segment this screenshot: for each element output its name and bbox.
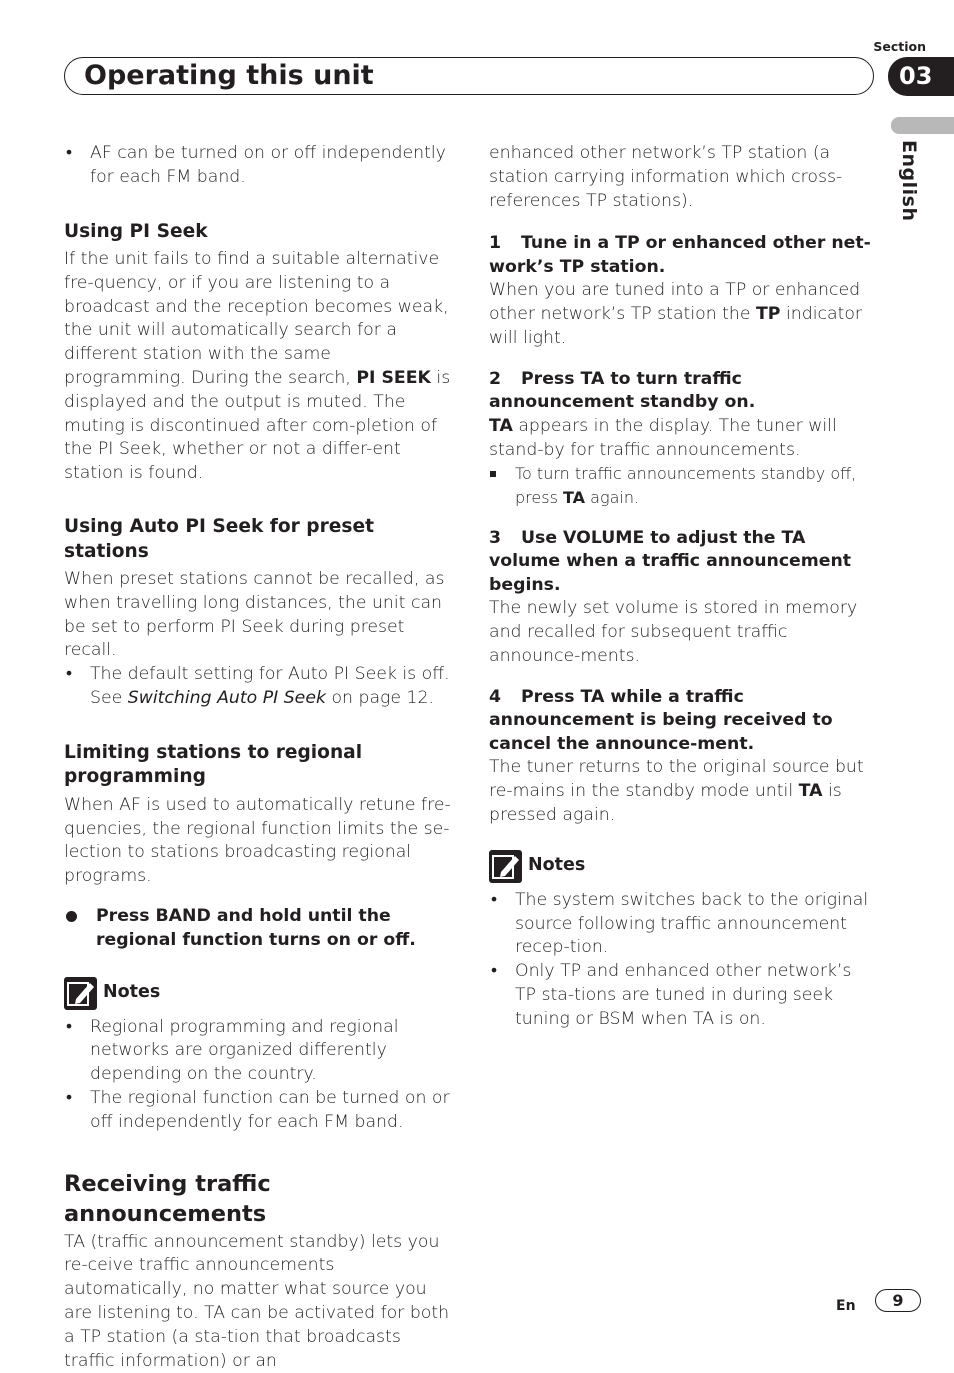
step-2-sub-text-1: To turn traffic announcements standby off, press	[515, 464, 857, 508]
ta-key: TA	[563, 488, 586, 508]
heading-traffic-announcements: Receiving traffic announcements	[64, 1170, 271, 1227]
notes-label: Notes	[103, 982, 161, 1003]
tp-indicator: TP	[756, 304, 781, 325]
page-number: 9	[875, 1289, 921, 1312]
left-column	[64, 142, 452, 1373]
right-column	[489, 142, 877, 1032]
note-traffic-2: • Only TP and enhanced other network’s TP sta-tions are tuned in during seek tuning or BSM when TA is on.	[489, 960, 877, 1031]
step-press-band	[64, 905, 452, 953]
language-label: English	[898, 140, 920, 222]
step-4-title	[489, 686, 877, 757]
step-3-number: 3	[489, 527, 502, 548]
step-3-body: The newly set volume is stored in memory and recalled for subsequent traffic announce-ments.	[489, 598, 858, 667]
step-4-title-text: Press TA while a traffic announcement is being received to cancel the announce-ment.	[489, 686, 833, 754]
step-2-title-text: Press TA to turn traffic announcement standby on.	[489, 368, 756, 413]
pi-seek-text-1: If the unit fails to find a suitable alternative fre-quency, or if you are listening to a broadcast and the reception becomes weak, the unit will automatically search for a different station with the same programming. During the search,	[64, 249, 449, 389]
ta-indicator: TA	[489, 415, 513, 436]
step-4-body	[489, 756, 877, 827]
square-bullet-icon	[490, 471, 496, 477]
section-number-badge: 03	[888, 57, 954, 96]
pi-seek-indicator: PI SEEK	[356, 368, 431, 389]
note-pencil-icon	[64, 977, 97, 1010]
step-2-subnote	[489, 462, 877, 510]
step-dot-icon	[66, 911, 77, 922]
pi-seek-text-2: is displayed and the output is muted. The muting is discontinued after com-pletion of the PI Seek, whether or not a differ-ent station is found.	[64, 368, 451, 484]
note-traffic-1: • The system switches back to the original source following traffic announcement recep-tion.	[489, 889, 877, 960]
step-2-sub-text-2: again.	[590, 488, 640, 508]
heading-auto-pi-seek: Using Auto PI Seek for preset stations	[64, 516, 374, 562]
auto-pi-bullet-text-1: The default setting for Auto PI Seek is off. See	[90, 664, 450, 709]
note-regional-2: • The regional function can be turned on or off independently for each FM band.	[64, 1087, 452, 1135]
step-3-title-text: Use VOLUME to adjust the TA volume when a traffic announcement begins.	[489, 527, 852, 595]
heading-pi-seek: Using PI Seek	[64, 220, 208, 242]
bullet-af: • AF can be turned on or off independently for each FM band.	[64, 142, 452, 190]
section-label: Section	[873, 39, 926, 54]
auto-pi-bullet-text-2: on page 12.	[331, 688, 435, 709]
step-2-text: appears in the display. The tuner will stand-by for traffic announcements.	[489, 415, 837, 460]
step-1-title-text: Tune in a TP or enhanced other net-work’s TP station.	[489, 233, 871, 277]
step-2-number: 2	[489, 368, 502, 389]
step-4-text-2: is pressed again.	[489, 781, 842, 825]
cross-reference-link[interactable]: Switching Auto PI Seek	[127, 688, 326, 709]
step-4-text-1: The tuner returns to the original source but re-mains in the standby mode until	[489, 757, 864, 802]
step-1-body	[489, 279, 877, 350]
step-press-band-text: Press BAND and hold until the regional function turns on or off.	[96, 906, 416, 950]
page-title: Operating this unit	[84, 60, 374, 91]
paragraph-continued: enhanced other network’s TP station (a station carrying information which cross-references TP stations).	[489, 143, 843, 211]
step-3-title	[489, 527, 877, 598]
paragraph-regional: When AF is used to automatically retune fre-quencies, the regional function limits the se-lection to stations broadcasting regional programs.	[64, 794, 451, 887]
ta-key-step4: TA	[798, 781, 823, 802]
notes-header-right	[489, 850, 877, 883]
step-1-title	[489, 232, 877, 279]
notes-header-left	[64, 977, 452, 1010]
paragraph-pi-seek	[64, 248, 452, 486]
step-1-number: 1	[489, 233, 502, 254]
footer-language: En	[836, 1298, 856, 1314]
paragraph-traffic: TA (traffic announcement standby) lets you re-ceive traffic announcements automatically, no matter what source you are listening to. TA can be activated for both a TP station (a sta-tion that broadcasts traffic information) or an	[64, 1231, 450, 1371]
step-2-body	[489, 415, 877, 463]
notes-label: Notes	[528, 855, 586, 876]
note-pencil-icon	[489, 850, 522, 883]
bullet-auto-pi-default	[64, 663, 452, 711]
step-1-text-1: When you are tuned into a TP or enhanced other network’s TP station the	[489, 280, 861, 325]
step-1-text-2: indicator will light.	[489, 304, 863, 348]
note-regional-1: • Regional programming and regional networks are organized differently depending on the country.	[64, 1016, 452, 1087]
paragraph-auto-pi-seek: When preset stations cannot be recalled, as when travelling long distances, the unit can be set to perform PI Seek during preset recall.	[64, 569, 445, 661]
language-tab	[891, 117, 954, 134]
heading-regional: Limiting stations to regional programming	[64, 741, 363, 788]
step-4-number: 4	[489, 686, 502, 707]
step-2-title	[489, 368, 877, 415]
